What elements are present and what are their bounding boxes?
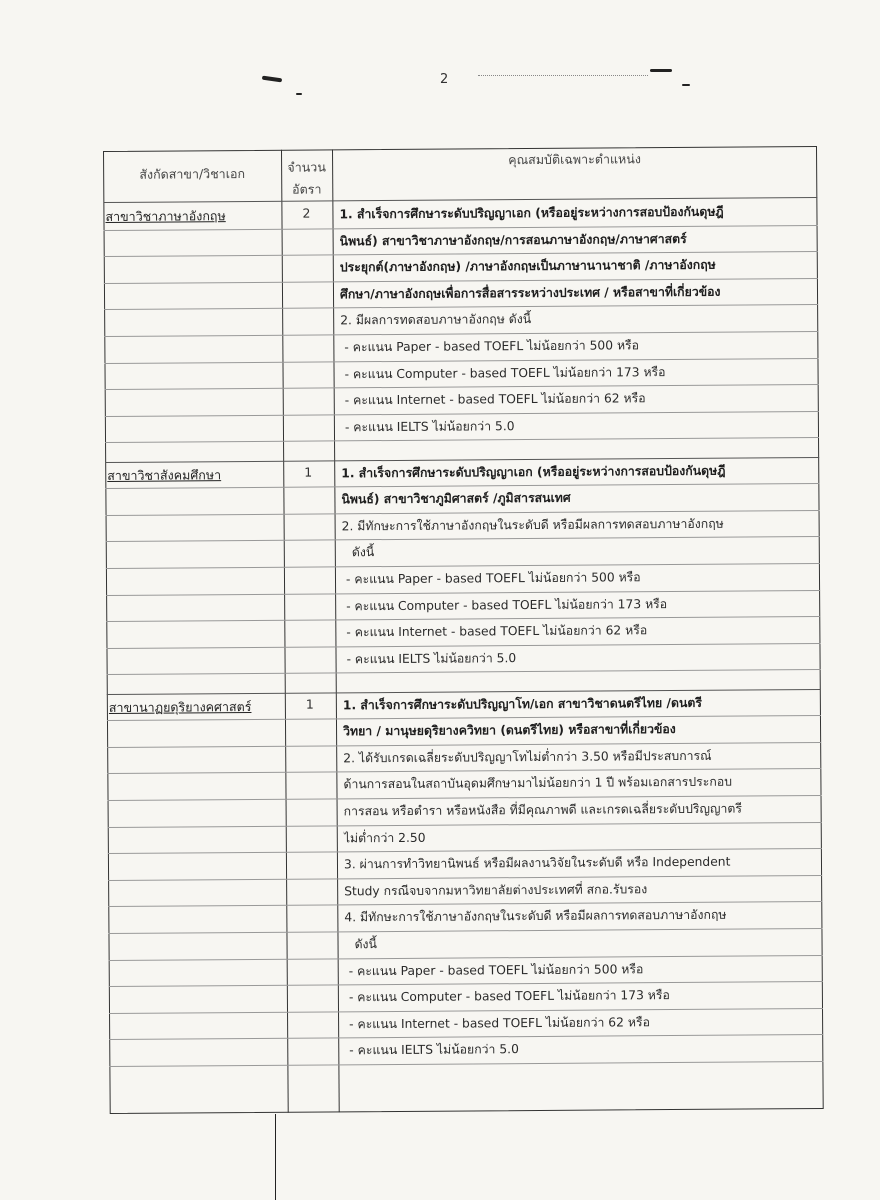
section-name [105,206,281,227]
header-count-line2: อัตรา [292,181,322,197]
qualification-line: - คะแนน Paper - based TOEFL ไม่น้อยกว่า 500 หรือ [348,961,644,978]
qualification-line: นิพนธ์) สาขาวิชาภาษาอังกฤษ/การสอนภาษาอังกฤษ/ภาษาศาสตร์ [339,231,687,248]
section-count: 2 [302,205,311,221]
qualification-line: ประยุกต์(ภาษาอังกฤษ) /ภาษาอังกฤษเป็นภาษานานาชาติ /ภาษาอังกฤษ [339,257,716,275]
section-count: 1 [304,464,313,480]
qualification-line: ดังนี้ [351,545,375,560]
header-branch: สังกัดสาขา/วิชาเอก [139,166,246,182]
scan-edge-line [275,1114,276,1200]
scan-dotline [478,75,648,76]
qualification-line: 1. สำเร็จการศึกษาระดับปริญญาเอก (หรืออยู่ระหว่างการสอบป้องกันดุษฎี [341,463,726,480]
qualification-line: - คะแนน Computer - based TOEFL ไม่น้อยกว่า 173 หรือ [344,364,666,381]
qualification-table [103,146,824,1114]
section-name [109,696,285,717]
qualification-line: 1. สำเร็จการศึกษาระดับปริญญาโท/เอก สาขาวิชาดนตรีไทย /ดนตรี [342,695,702,712]
qualification-line: - คะแนน Internet - based TOEFL ไม่น้อยกว่า 62 หรือ [349,1014,650,1032]
qualification-line: วิทยา / มานุษยดุริยางควิทยา (ดนตรีไทย) หรือสาขาที่เกี่ยวข้อง [343,722,676,739]
header-qualifications: คุณสมบัติเฉพาะตำแหน่ง [508,151,641,168]
qualification-line: ไม่ต่ำกว่า 2.50 [343,830,426,845]
qualification-line: 2. ได้รับเกรดเฉลี่ยระดับปริญญาโทไม่ต่ำกว่า 3.50 หรือมีประสบการณ์ [343,748,712,766]
qualification-line: นิพนธ์) สาขาวิชาภูมิศาสตร์ /ภูมิสารสนเทศ [341,490,571,507]
qualification-line: - คะแนน Internet - based TOEFL ไม่น้อยกว่า 62 หรือ [346,623,648,640]
qualification-line: ด้านการสอนในสถาบันอุดมศึกษามาไม่น้อยกว่า 1 ปี พร้อมเอกสารประกอบ [343,774,733,792]
qualification-line: 3. ผ่านการทำวิทยานิพนธ์ หรือมีผลงานวิจัยในระดับดี หรือ Independent [343,854,731,872]
scan-mark [262,76,282,83]
section-name-text: สาขานาฏยดุริยางคศาสตร์ [108,698,252,715]
header-count-line1: จำนวน [287,159,326,175]
qualification-line: 2. มีทักษะการใช้ภาษาอังกฤษในระดับดี หรือมีผลการทดสอบภาษาอังกฤษ [341,516,724,534]
section-name-text: สาขาวิชาสังคมศึกษา [107,466,222,483]
section-name [107,464,283,485]
qualification-line: 4. มีทักษะการใช้ภาษาอังกฤษในระดับดี หรือมีผลการทดสอบภาษาอังกฤษ [344,907,727,925]
section-name-text: สาขาวิชาภาษาอังกฤษ [105,208,226,224]
qualification-line: - คะแนน Computer - based TOEFL ไม่น้อยกว่า 173 หรือ [346,596,668,613]
qualification-line: - คะแนน Paper - based TOEFL ไม่น้อยกว่า 500 หรือ [345,570,641,587]
scan-mark [650,69,672,72]
qualification-line: การสอน หรือตำรา หรือหนังสือ ที่มีคุณภาพดี และเกรดเฉลี่ยระดับปริญญาตรี [343,801,742,819]
scan-mark [682,84,690,86]
qualification-line: 2. มีผลการทดสอบภาษาอังกฤษ ดังนี้ [340,312,532,328]
scan-mark [296,93,302,95]
qualification-line: - คะแนน IELTS ไม่น้อยกว่า 5.0 [346,650,517,667]
qualification-line: - คะแนน IELTS ไม่น้อยกว่า 5.0 [344,418,515,435]
qualification-line: - คะแนน Internet - based TOEFL ไม่น้อยกว่า 62 หรือ [344,391,646,408]
qualification-line: - คะแนน Paper - based TOEFL ไม่น้อยกว่า 500 หรือ [344,338,640,355]
qualification-line: ศึกษา/ภาษาอังกฤษเพื่อการสื่อสารระหว่างประเทศ / หรือสาขาที่เกี่ยวข้อง [339,284,721,302]
section-count: 1 [305,696,314,712]
qualification-line: 1. สำเร็จการศึกษาระดับปริญญาเอก (หรืออยู่ระหว่างการสอบป้องกันดุษฎี [339,204,724,222]
page-number: 2 [440,72,449,87]
qualification-line: Study กรณีจบจากมหาวิทยาลัยต่างประเทศที่ สกอ.รับรอง [344,881,648,899]
qualification-line: - คะแนน Computer - based TOEFL ไม่น้อยกว่า 173 หรือ [348,988,670,1005]
qualification-line: ดังนี้ [354,936,377,952]
qualification-line: - คะแนน IELTS ไม่น้อยกว่า 5.0 [349,1042,519,1058]
